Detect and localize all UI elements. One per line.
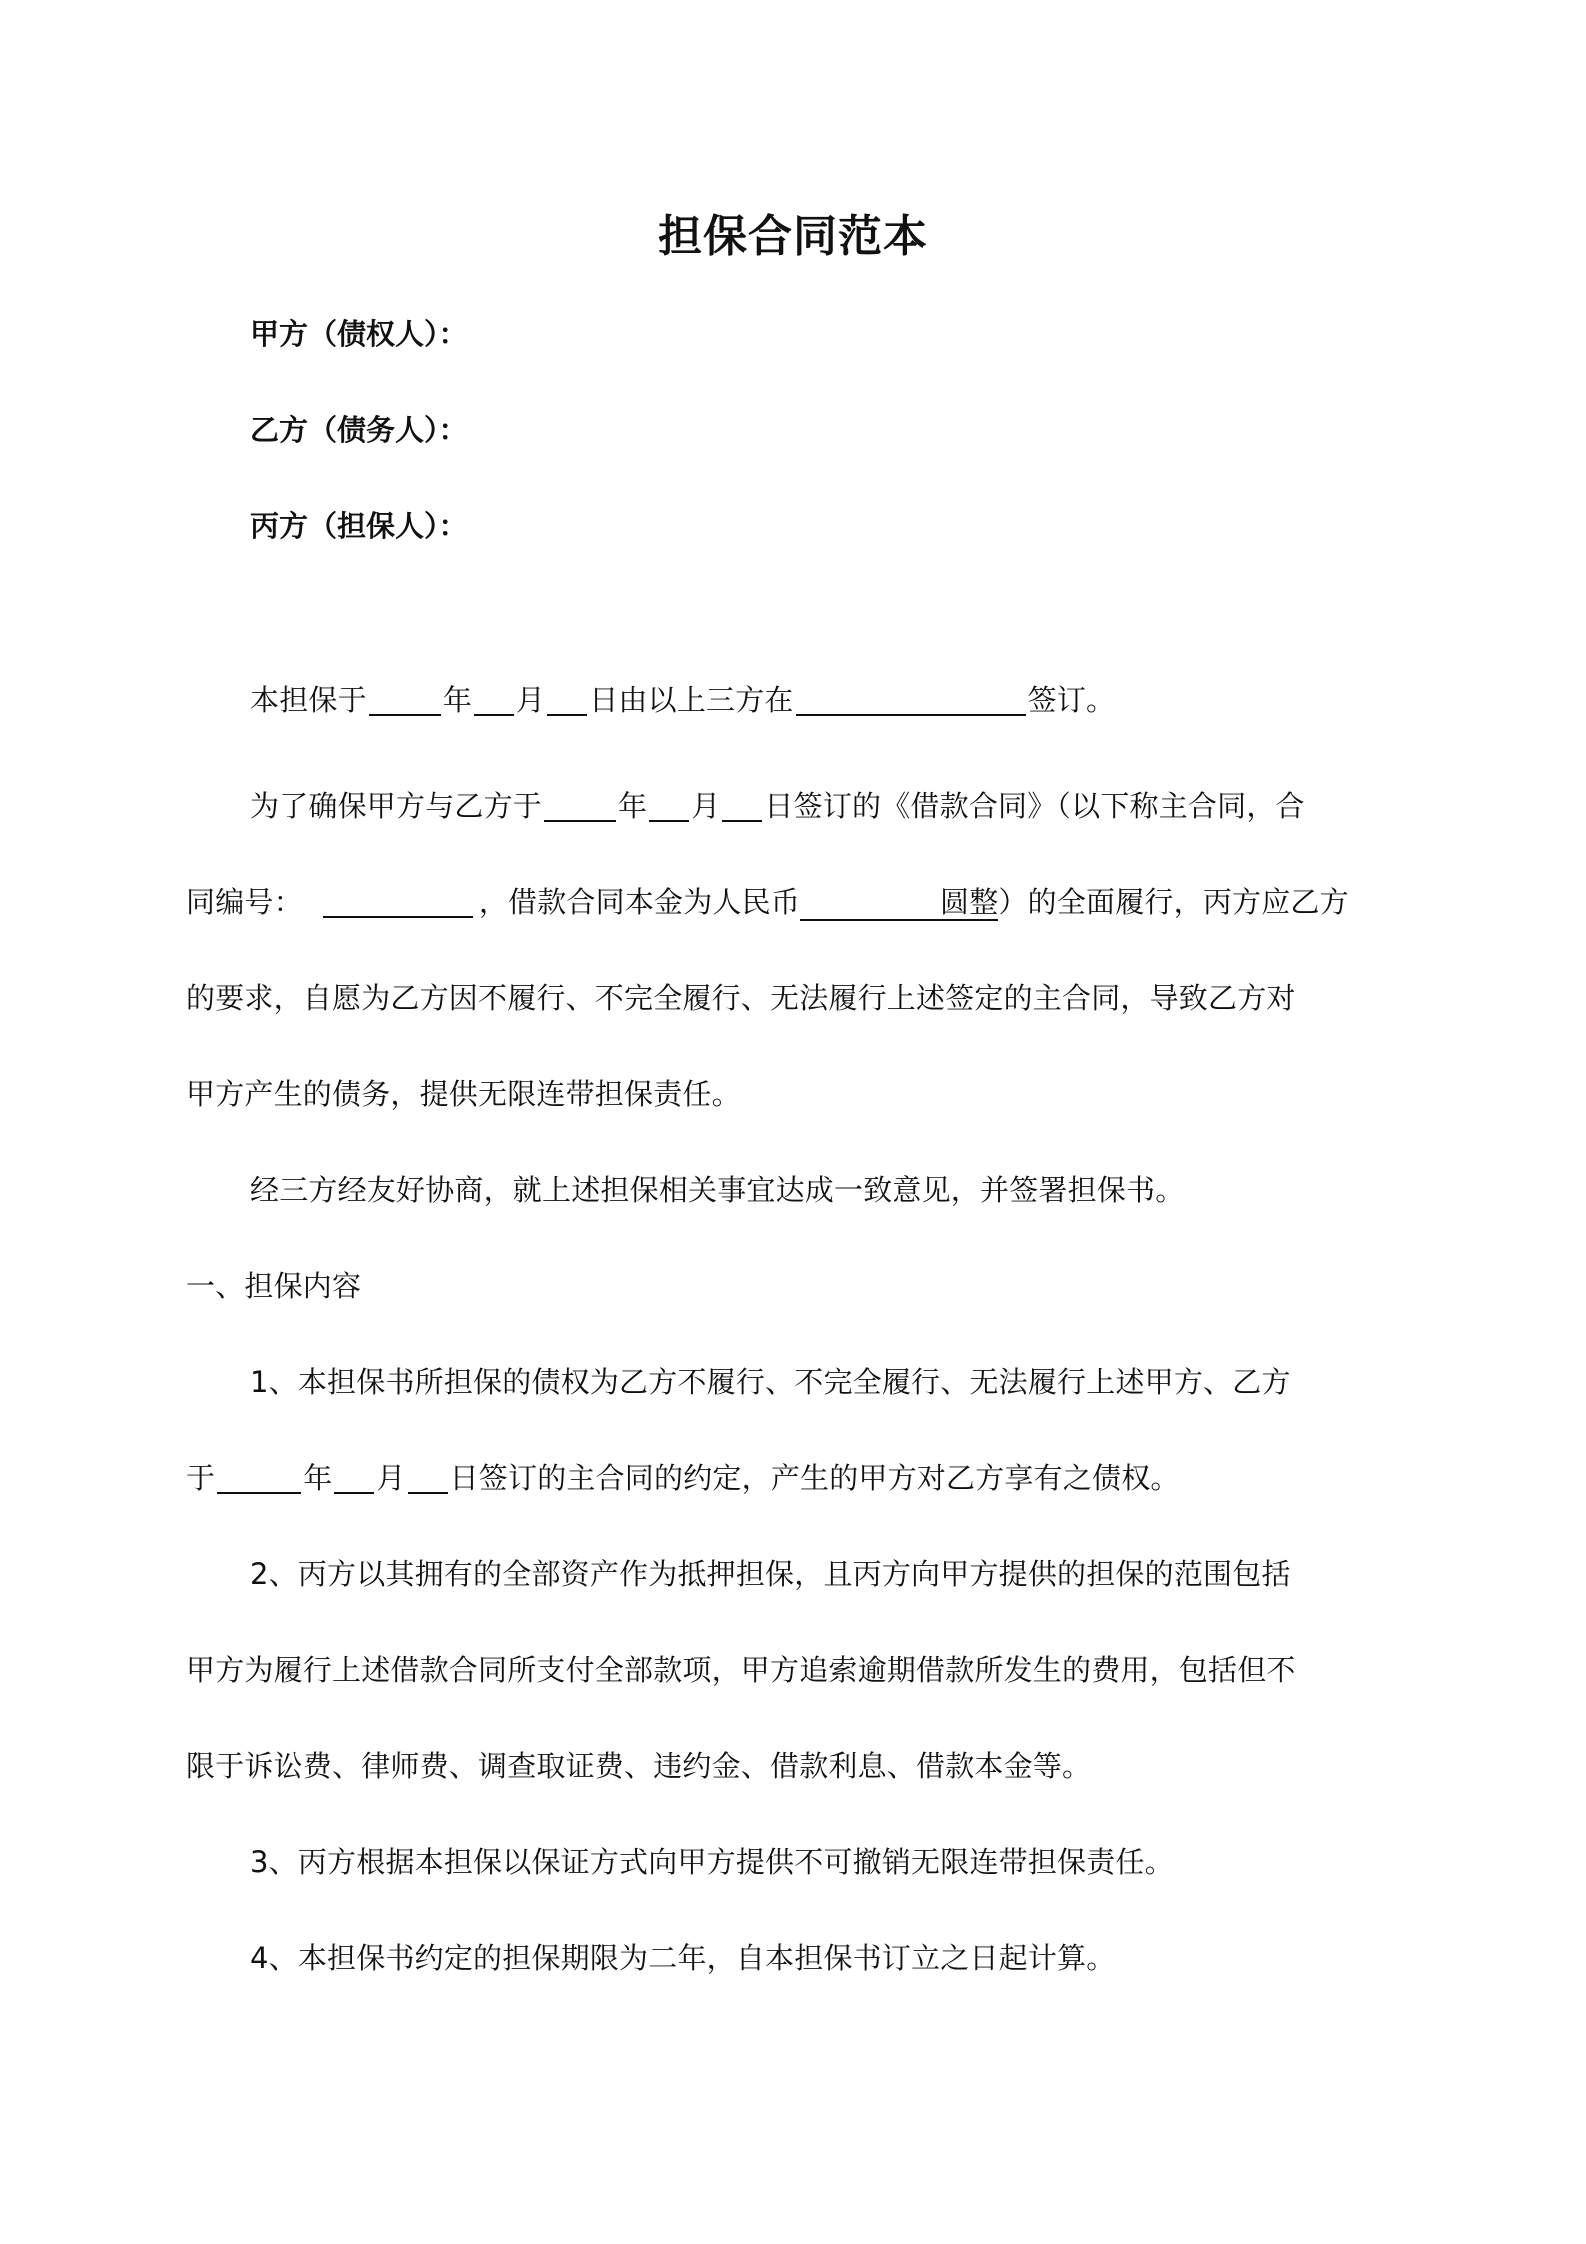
text: 日签订的《借款合同》（以下称主合同，合 — [764, 789, 1305, 823]
party-guarantor: 丙方（担保人）： — [250, 509, 468, 543]
month-blank — [334, 1462, 374, 1494]
text: 本担保于 — [250, 683, 367, 717]
intro-line-2 — [186, 880, 1349, 921]
intro-line-1 — [250, 784, 1305, 825]
text: 为了确保甲方与乙方于 — [250, 789, 543, 823]
text: 月 — [691, 789, 721, 823]
party-debtor: 乙方（债务人）： — [250, 413, 468, 447]
item2-line-1: 2、丙方以其拥有的全部资产作为抵押担保，且丙方向甲方提供的担保的范围包括 — [250, 1557, 1291, 1591]
intro-line-4: 甲方产生的债务，提供无限连带担保责任。 — [186, 1077, 741, 1111]
place-blank — [796, 684, 1026, 716]
item1-line-1: 1、本担保书所担保的债权为乙方不履行、不完全履行、无法履行上述甲方、乙方 — [250, 1365, 1291, 1399]
item4-line: 4、本担保书约定的担保期限为二年，自本担保书订立之日起计算。 — [250, 1941, 1116, 1975]
day-blank — [408, 1462, 448, 1494]
year-blank — [544, 790, 616, 822]
amount-blank: 圆整 — [800, 885, 998, 921]
day-blank — [722, 790, 762, 822]
text: 月 — [516, 683, 546, 717]
text: 日由以上三方在 — [589, 683, 794, 717]
intro-line-3: 的要求，自愿为乙方因不履行、不完全履行、无法履行上述签定的主合同，导致乙方对 — [186, 981, 1296, 1015]
text: ，借款合同本金为人民币 — [478, 885, 801, 919]
year-blank — [369, 684, 441, 716]
item2-line-2: 甲方为履行上述借款合同所支付全部款项，甲方追索逾期借款所发生的费用，包括但不 — [186, 1653, 1296, 1687]
item3-line: 3、丙方根据本担保以保证方式向甲方提供不可撤销无限连带担保责任。 — [250, 1845, 1174, 1879]
text: 月 — [376, 1461, 406, 1495]
party-creditor: 甲方（债权人）： — [250, 317, 468, 351]
item1-line-2 — [186, 1456, 1180, 1497]
text: 年 — [442, 683, 473, 717]
day-blank — [547, 684, 587, 716]
contract-number-blank — [323, 886, 473, 918]
year-blank — [217, 1462, 301, 1494]
text: 同编号： — [186, 885, 303, 919]
signing-line — [250, 678, 1115, 719]
agreement-line: 经三方经友好协商，就上述担保相关事宜达成一致意见，并签署担保书。 — [250, 1173, 1185, 1207]
month-blank — [649, 790, 689, 822]
text: 于 — [186, 1461, 216, 1495]
text: 签订。 — [1027, 683, 1116, 717]
month-blank — [474, 684, 514, 716]
text: 日签订的主合同的约定，产生的甲方对乙方享有之债权。 — [449, 1461, 1180, 1495]
text: 年 — [303, 1461, 333, 1495]
item2-line-3: 限于诉讼费、律师费、调查取证费、违约金、借款利息、借款本金等。 — [186, 1749, 1092, 1783]
document-title: 担保合同范本 — [658, 211, 928, 262]
text: ）的全面履行，丙方应乙方 — [998, 885, 1349, 919]
section-heading: 一、担保内容 — [186, 1269, 362, 1303]
text: 年 — [618, 789, 648, 823]
